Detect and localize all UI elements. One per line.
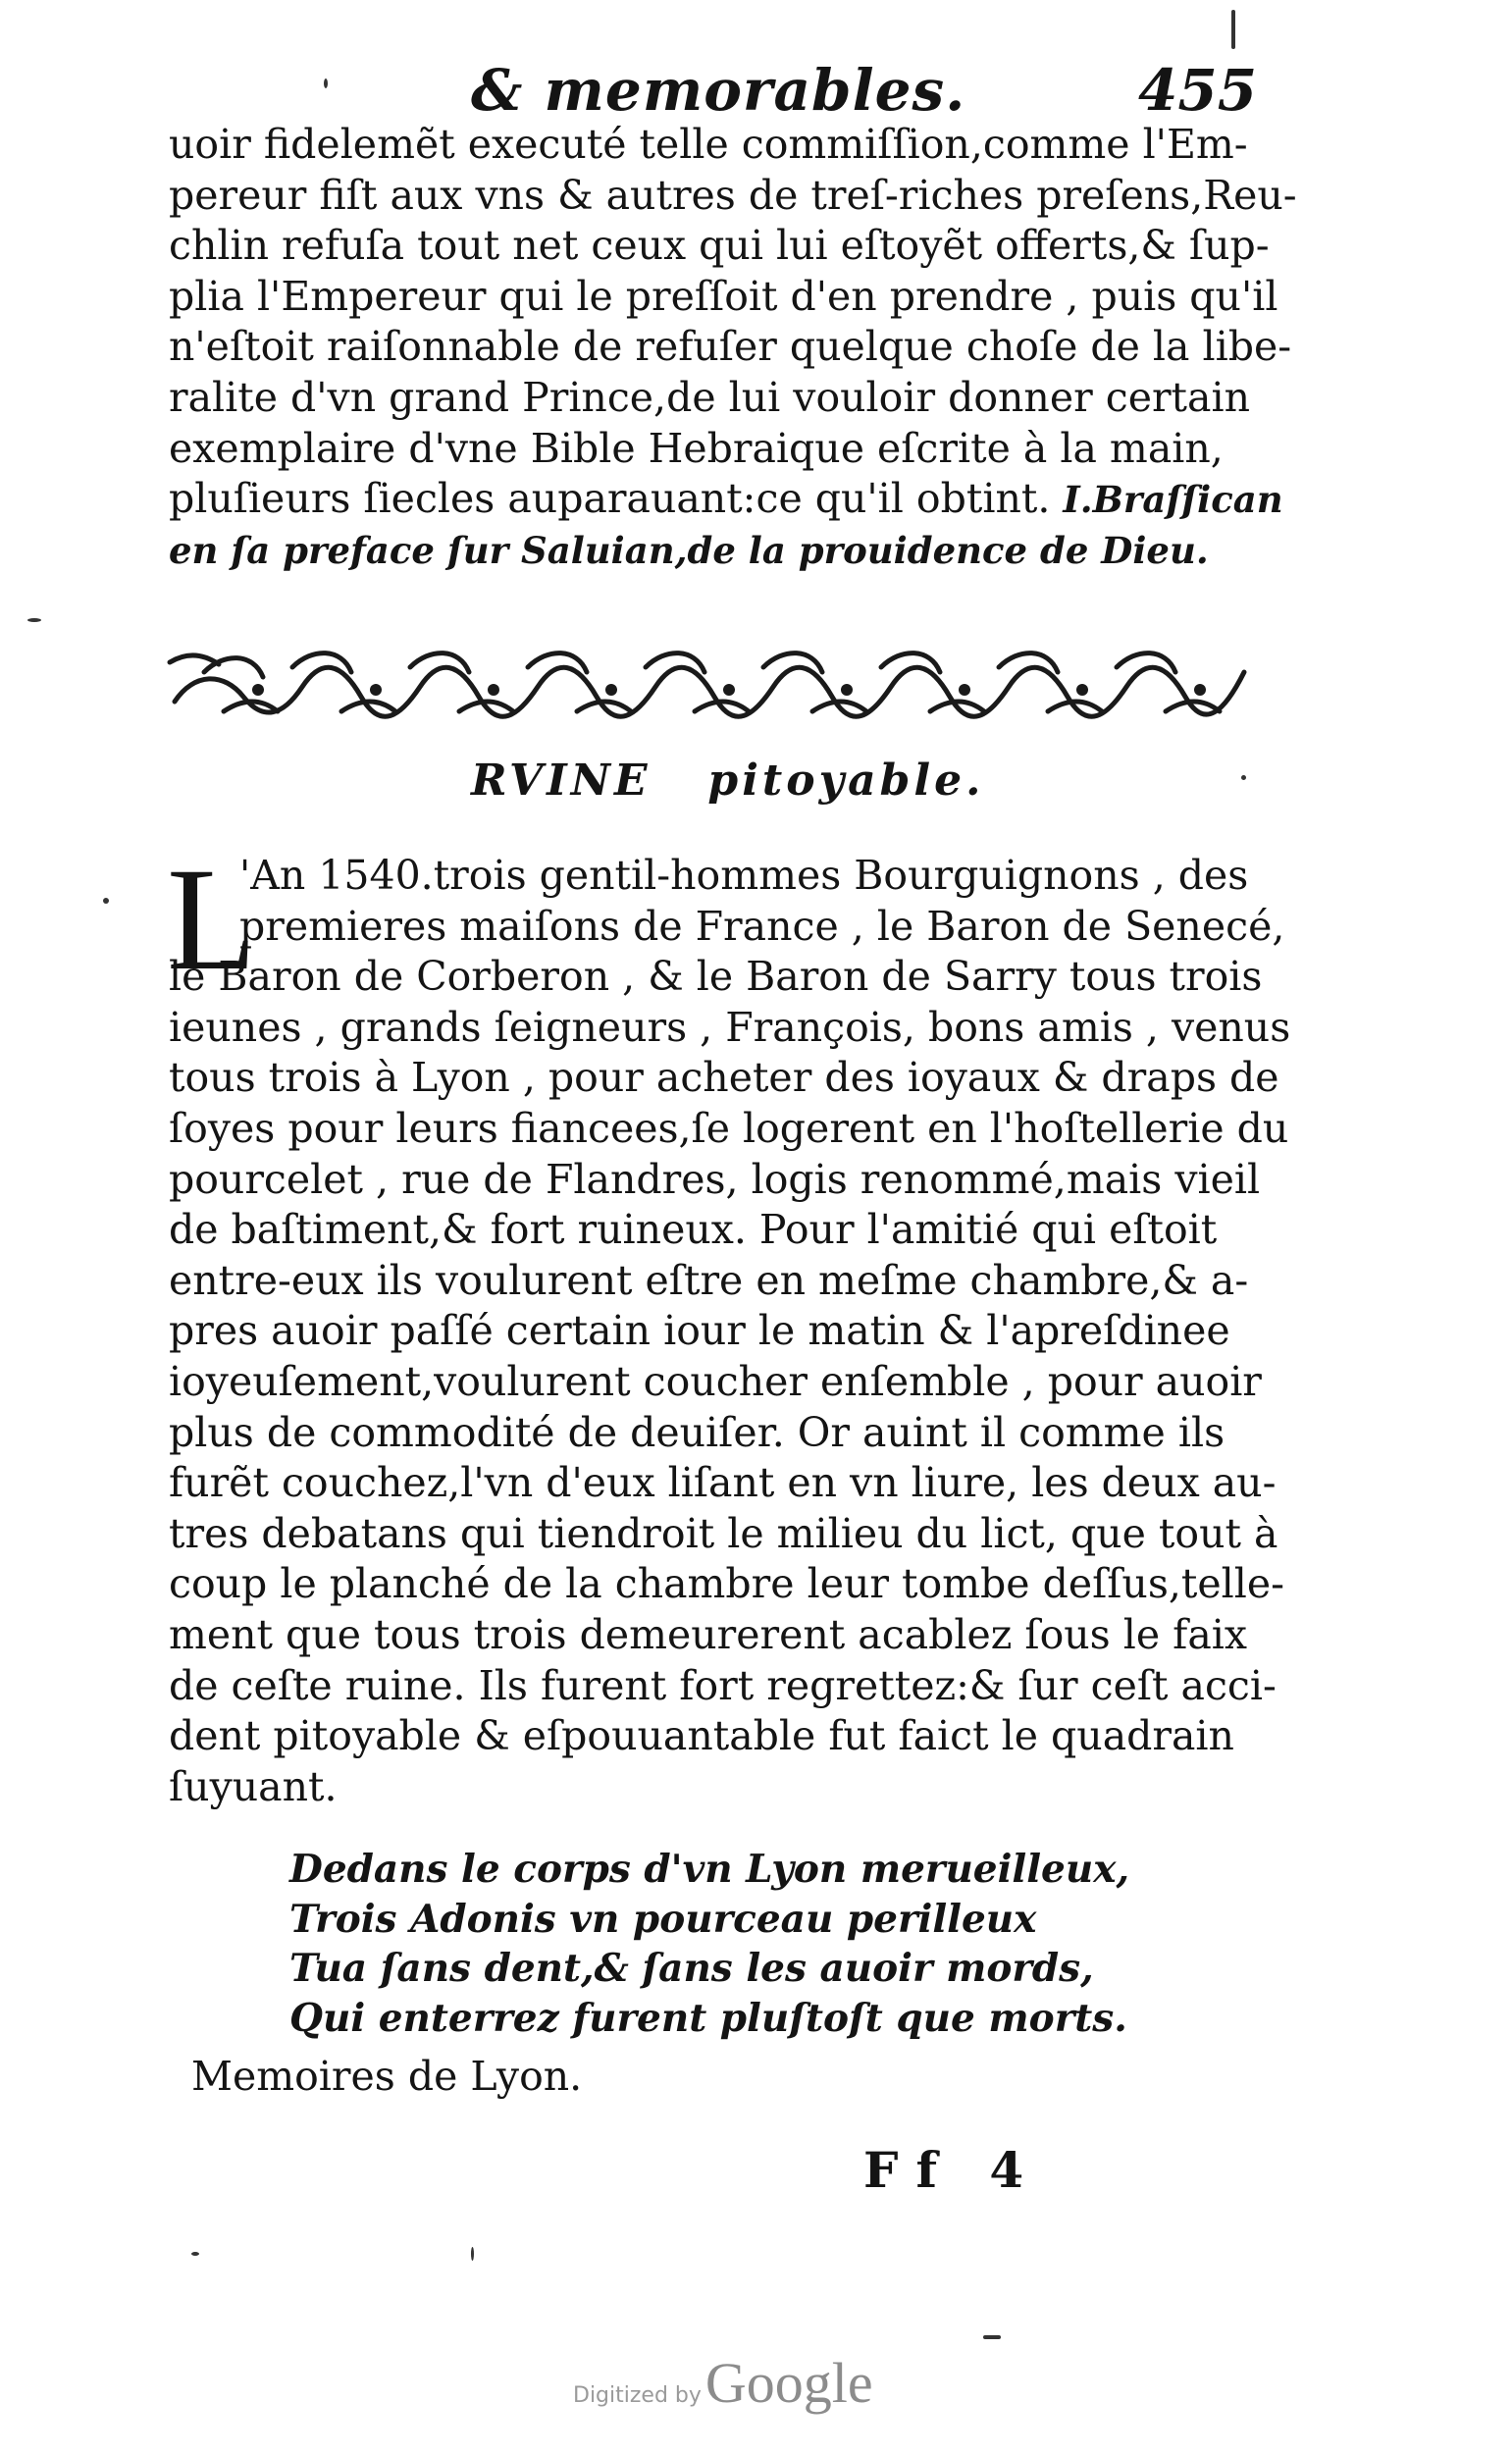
text-line: ſoyes pour leurs fiancees,ſe logerent en l'hoſtellerie du: [169, 1104, 1289, 1152]
text-line: premieres maiſons de France , le Baron de Senecé,: [239, 902, 1285, 950]
signature-mark: Ff 4: [863, 2141, 1042, 2199]
text-line: [169, 474, 1283, 526]
source-attribution: Memoires de Lyon.: [191, 2053, 583, 2100]
poem-line: Trois Adonis vn pourceau perilleux: [289, 1896, 1037, 1942]
text-line: ralite d'vn grand Prince,de lui vouloir donner certain: [169, 373, 1250, 421]
poem-line: Tua ſans dent,& ſans les auoir mords,: [289, 1946, 1094, 1991]
text-line: pereur fiſt aux vns & autres de treſ-riches preſens,Reu-: [169, 171, 1297, 219]
scan-speck: [103, 898, 109, 904]
text-line: furẽt couchez,l'vn d'eux liſant en vn liure, les deux au-: [169, 1459, 1277, 1507]
text-line: ieunes , grands ſeigneurs , François, bons amis , venus: [169, 1003, 1291, 1051]
drop-cap: L: [167, 838, 257, 1001]
text-line: pourcelet , rue de Flandres, logis renommé,mais vieil: [169, 1155, 1261, 1203]
watermark-prefix: Digitized by: [573, 2383, 702, 2408]
scan-speck: [27, 618, 41, 622]
quatrain: [289, 1845, 1129, 2043]
text-line: entre-eux ils voulurent eſtre en meſme chambre,& a-: [169, 1256, 1249, 1304]
paragraph-main: [169, 851, 1291, 1812]
text-line: ſuyuant.: [169, 1762, 338, 1810]
scan-speck: [191, 2252, 199, 2256]
text-line: coup le planché de la chambre leur tombe deſſus,telle-: [169, 1560, 1284, 1608]
text-line: plia l'Empereur qui le preſſoit d'en prendre , puis qu'il: [169, 272, 1278, 320]
google-logo: Google: [704, 2351, 873, 2415]
text-line: de ceſte ruine. Ils furent fort regrettez:& ſur ceſt acci-: [169, 1661, 1277, 1709]
citation-reference: en ſa preface ſur Saluian,de la prouidence de Dieu.: [169, 528, 1209, 572]
poem-line: Qui enterrez furent pluſtoſt que morts.: [289, 1995, 1127, 2041]
citation-author: I.Braſſican: [1063, 478, 1283, 522]
scan-speck: [324, 78, 328, 88]
poem-line: Dedans le corps d'vn Lyon merueilleux,: [289, 1847, 1130, 1892]
scan-speck: [1231, 10, 1235, 49]
text-line: chlin refuſa tout net ceux qui lui eſtoyẽt offerts,& ſup-: [169, 222, 1270, 270]
text-line: tous trois à Lyon , pour acheter des ioyaux & draps de: [169, 1054, 1279, 1102]
ornament-band: [165, 643, 1254, 721]
text-line: le Baron de Corberon , & le Baron de Sarry tous trois: [169, 953, 1263, 1001]
text-line: dent pitoyable & eſpouuantable fut faict le quadrain: [169, 1712, 1234, 1760]
watermark: [573, 2350, 873, 2416]
text-line: exemplaire d'vne Bible Hebraique eſcrite à la main,: [169, 424, 1224, 472]
scan-speck: [471, 2247, 474, 2261]
text-line: plus de commodité de deuiſer. Or auint il comme ils: [169, 1408, 1225, 1456]
text-line: 'An 1540.trois gentil-hommes Bourguignons , des: [239, 852, 1249, 899]
section-title: RVINE pitoyable.: [471, 756, 985, 806]
text-line: ioyeuſement,voulurent coucher enſemble , pour auoir: [169, 1357, 1262, 1405]
text-line: de baſtiment,& fort ruineux. Pour l'amitié qui eſtoit: [169, 1206, 1218, 1254]
scan-speck: [983, 2335, 1001, 2339]
text-line: n'eſtoit raiſonnable de refuſer quelque choſe de la libe-: [169, 323, 1292, 371]
text-line: tres debatans qui tiendroit le milieu du lict, que tout à: [169, 1509, 1278, 1557]
text-line: pres auoir paſſé certain iour le matin & l'apreſdinee: [169, 1307, 1230, 1355]
scan-speck: [1241, 775, 1246, 780]
text-line: uoir fidelemẽt executé telle commiſſion,comme l'Em-: [169, 121, 1248, 168]
running-title: & memorables.: [471, 57, 966, 124]
page-number: 455: [1138, 57, 1258, 124]
paragraph-continuation: [169, 120, 1297, 576]
text-line: ment que tous trois demeurerent acablez ſous le faix: [169, 1610, 1247, 1658]
text-line-body: pluſieurs ſiecles auparauant:ce qu'il obtint.: [169, 475, 1051, 523]
